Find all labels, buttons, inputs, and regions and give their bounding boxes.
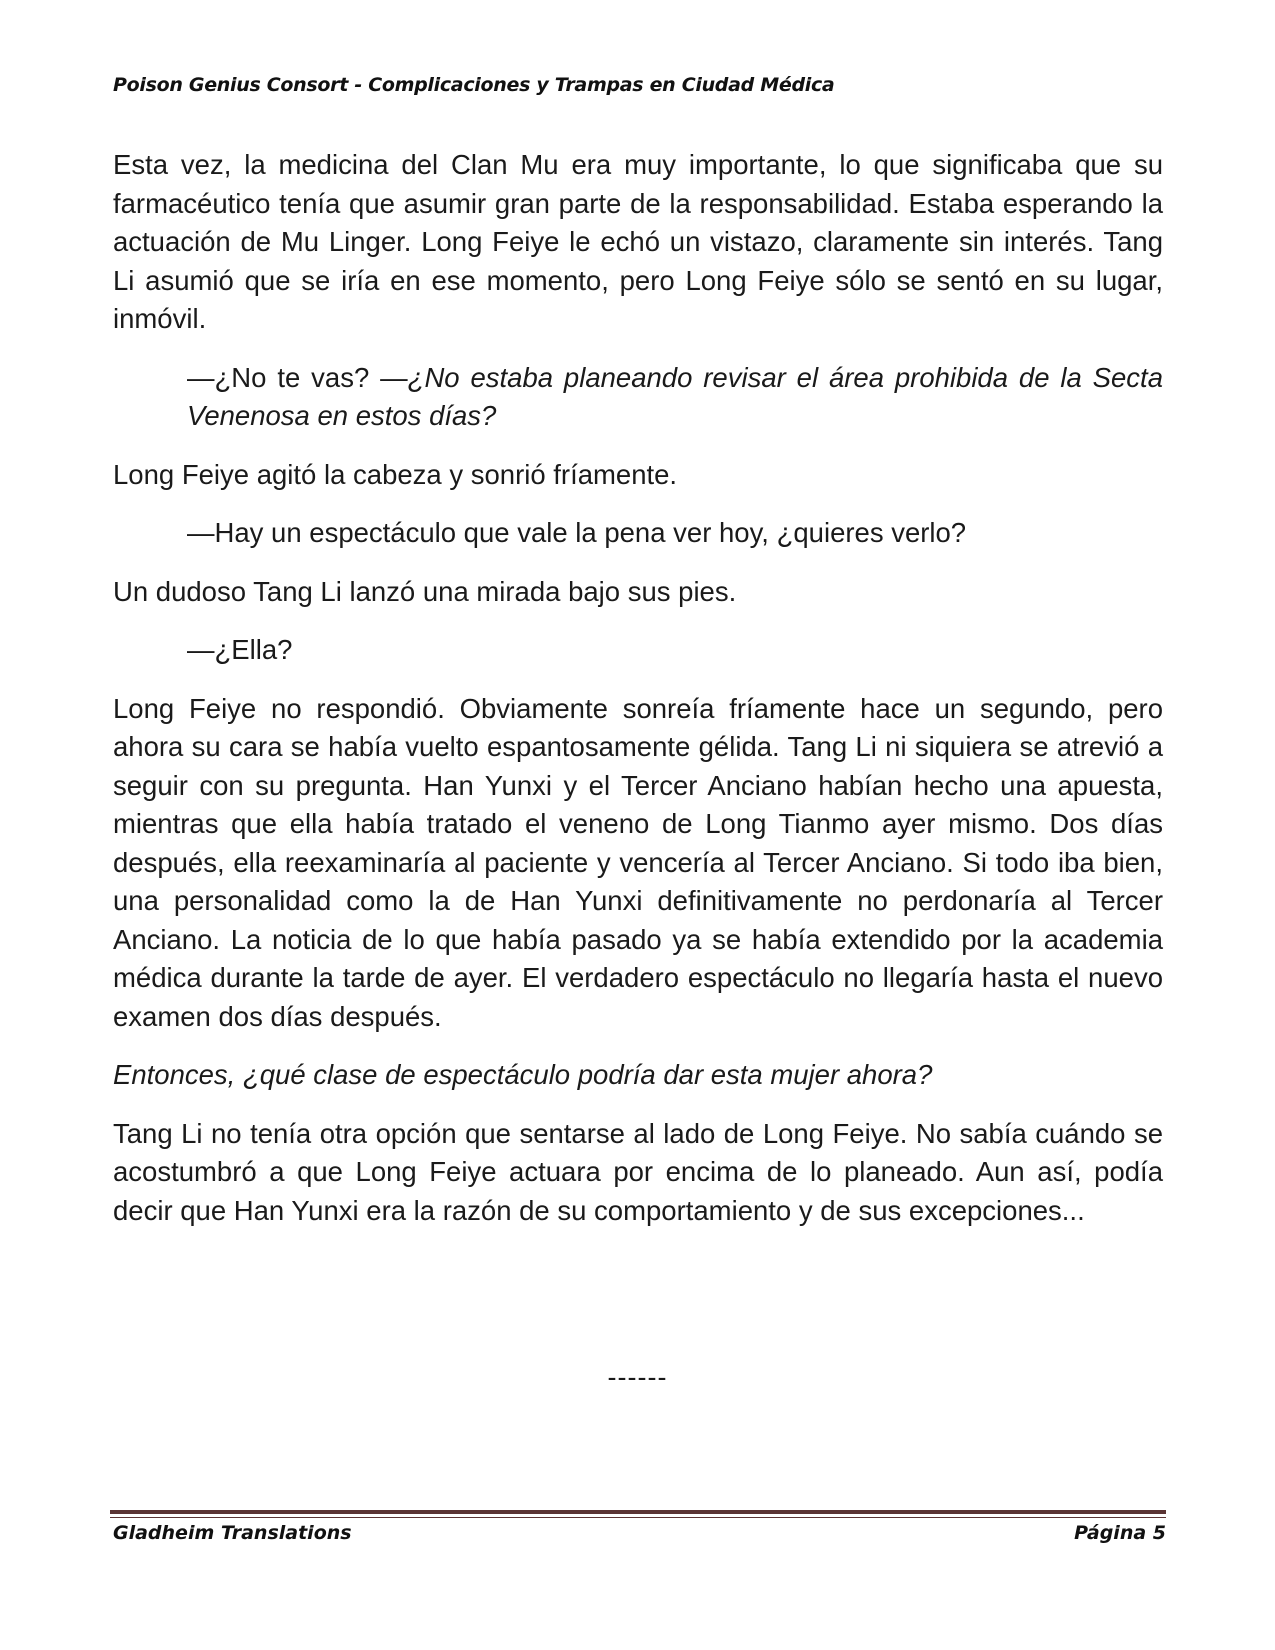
paragraph-2 [187,359,1163,436]
footer-publisher: Gladheim Translations [113,1522,352,1544]
dialogue-line: —¿No te vas? — [187,361,408,393]
paragraph-4: —Hay un espectáculo que vale la pena ver hoy, ¿quieres verlo? [187,517,967,548]
paragraph-1: Esta vez, la medicina del Clan Mu era muy importante, lo que significaba que su farmacéutico tenía que asumir gran parte de la responsabilidad. Estaba esperando la actuación de Mu Linger. Long Feiye le echó un vistazo, claramente sin interés. Tang Li asumió que se iría en ese momento, pero Long Feiye sólo se sentó en su lugar, inmóvil. [113,149,1163,334]
paragraph-7: Long Feiye no respondió. Obviamente sonreía fríamente hace un segundo, pero ahora su cara se había vuelto espantosamente gélida. Tang Li ni siquiera se atrevió a seguir con su pregunta. Han Yunxi y el Tercer Anciano habían hecho una apuesta, mientras que ella había tratado el veneno de Long Tianmo ayer mismo. Dos días después, ella reexaminaría al paciente y vencería al Tercer Anciano. Si todo iba bien, una personalidad como la de Han Yunxi definitivamente no perdonaría al Tercer Anciano. La noticia de lo que había pasado ya se había extendido por la academia médica durante la tarde de ayer. El verdadero espectáculo no llegaría hasta el nuevo examen dos días después. [113,692,1163,1032]
footer-page-number: Página 5 [1074,1522,1166,1544]
body-text [113,146,1163,1250]
paragraph-8: Entonces, ¿qué clase de espectáculo podría dar esta mujer ahora? [113,1059,933,1090]
paragraph-5: Un dudoso Tang Li lanzó una mirada bajo sus pies. [113,575,737,607]
italic-thought: ¿No estaba planeando revisar el área prohibida de la Secta Venenosa en estos días? [187,361,1163,431]
scene-separator: ------ [607,1362,668,1392]
paragraph-9: Tang Li no tenía otra opción que sentarse al lado de Long Feiye. No sabía cuándo se acostumbró a que Long Feiye actuara por encima de lo planeado. Aun así, podía decir que Han Yunxi era la razón de su comportamiento y de sus excepciones... [113,1117,1163,1226]
paragraph-6: —¿Ella? [187,634,293,665]
paragraph-3: Long Feiye agitó la cabeza y sonrió fríamente. [113,458,678,490]
running-header: Poison Genius Consort - Complicaciones y Trampas en Ciudad Médica [113,74,835,96]
footer-rule [110,1510,1166,1518]
